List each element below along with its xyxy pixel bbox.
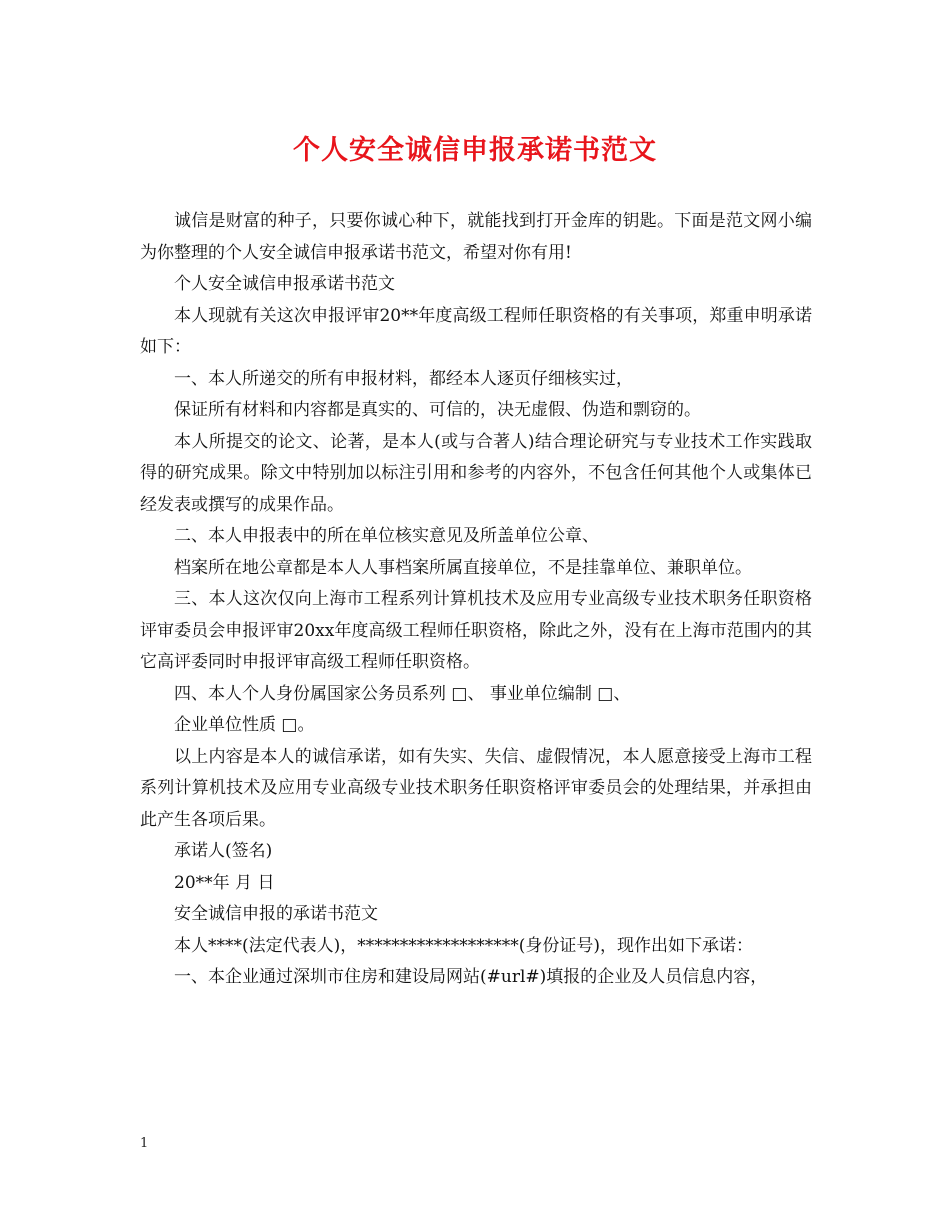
- paragraph: 以上内容是本人的诚信承诺，如有失实、失信、虚假情况，本人愿意接受上海市工程系列计算机技术及应用专业高级专业技术职务任职资格评审委员会的处理结果，并承担由此产生各项后果。: [140, 746, 812, 830]
- section-heading: 安全诚信申报的承诺书范文: [174, 904, 378, 924]
- clause-one: 一、本人所递交的所有申报材料，都经本人逐页仔细核实过，: [174, 368, 633, 389]
- paragraph: 档案所在地公章都是本人人事档案所属直接单位，不是挂靠单位、兼职单位。: [174, 557, 752, 578]
- paragraph: 本人****(法定代表人)，*******************(身份证号)，现作出如下承诺：: [174, 935, 754, 956]
- paragraph: 本人所提交的论文、论著，是本人(或与合著人)结合理论研究与专业技术工作实践取得的研究成果。除文中特别加以标注引用和参考的内容外，不包含任何其他个人或集体已经发表或撰写的成果作品。: [140, 431, 812, 515]
- clause-two: 二、本人申报表中的所在单位核实意见及所盖单位公章、: [174, 526, 599, 546]
- intro-paragraph: 诚信是财富的种子，只要你诚心种下，就能找到打开金库的钥匙。下面是范文网小编为你整理的个人安全诚信申报承诺书范文，希望对你有用!: [140, 211, 812, 263]
- clause-four: 四、本人个人身份属国家公务员系列 □、 事业单位编制 □、: [174, 683, 631, 704]
- paragraph: 企业单位性质 □。: [174, 715, 315, 735]
- document-body: [140, 206, 812, 994]
- signature-line: 承诺人(签名): [174, 841, 273, 861]
- clause-three: 三、本人这次仅向上海市工程系列计算机技术及应用专业高级专业技术职务任职资格评审委员会申报评审20xx年度高级工程师任职资格，除此之外，没有在上海市范围内的其它高评委同时申报评审高级工程师任职资格。: [140, 589, 812, 672]
- paragraph: 本人现就有关这次申报评审20**年度高级工程师任职资格的有关事项，郑重申明承诺如下：: [140, 305, 812, 357]
- date-line: 20**年 月 日: [174, 872, 275, 893]
- section-heading: 个人安全诚信申报承诺书范文: [174, 274, 395, 294]
- paragraph: 保证所有材料和内容都是真实的、可信的，决无虚假、伪造和剽窃的。: [174, 400, 701, 420]
- document-title: 个人安全诚信申报承诺书范文: [293, 135, 657, 166]
- clause-one: 一、本企业通过深圳市住房和建设局网站(#url#)填报的企业及人员信息内容，: [174, 967, 768, 987]
- page-number: 1: [140, 1136, 149, 1151]
